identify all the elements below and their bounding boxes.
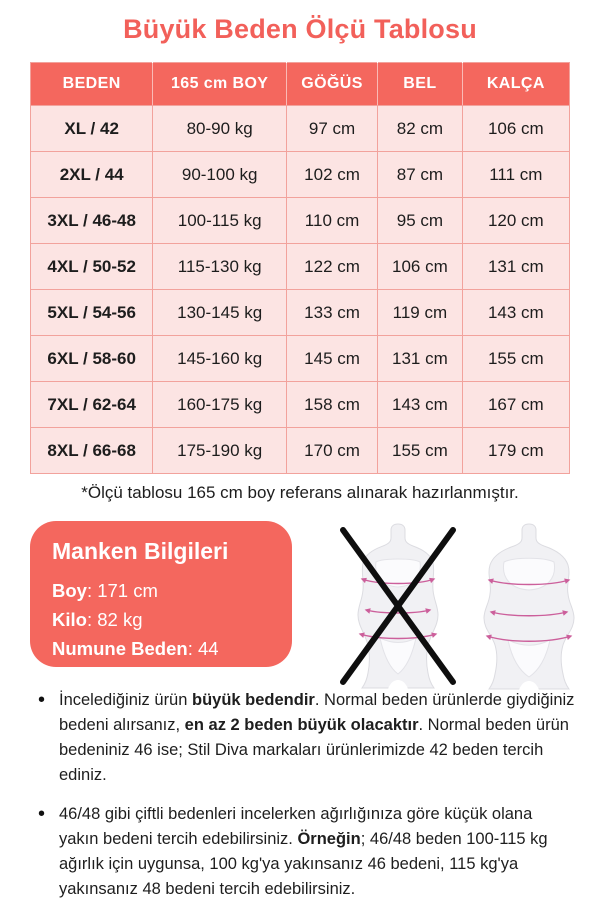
page-title: Büyük Beden Ölçü Tablosu xyxy=(123,14,477,44)
size-label: 4XL / 50-52 xyxy=(31,244,153,290)
table-row xyxy=(31,244,570,290)
model-info-title: Manken Bilgileri xyxy=(52,538,229,564)
table-row xyxy=(31,106,570,152)
size-label: 3XL / 46-48 xyxy=(31,198,153,244)
model-height: Boy: 171 cm xyxy=(52,580,158,601)
column-header-boy: 165 cm BOY xyxy=(153,63,287,106)
waist-value: 87 cm xyxy=(378,152,463,198)
note-item-double-size-advice: • 46/48 gibi çiftli bedenleri incelerken ağırlığınıza göre küçük olana yakın bedeni tercih edebilirsiniz. Örneğin; 46/48 beden 100-115 kg ağırlık için uygunsa, 100 kg'ya yakınsanız 46 bedeni, 115 kg'ya yakınsanız 48 bedeni tercih edebilirsiniz. xyxy=(32,802,575,900)
table-row xyxy=(31,382,570,428)
waist-value: 143 cm xyxy=(378,382,463,428)
hip-value: 167 cm xyxy=(462,382,569,428)
table-row xyxy=(31,152,570,198)
note-item-size-advice: • İncelediğiniz ürün büyük bedendir. Normal beden ürünlerde giydiğiniz bedeni alırsanız, en az 2 beden büyük olacaktır. Normal beden ürün bedeniniz 46 ise; Stil Diva markaları ürünlerimizde 42 beden tercih ediniz. xyxy=(32,688,575,788)
hip-value: 120 cm xyxy=(462,198,569,244)
column-header-gogus: GÖĞÜS xyxy=(287,63,378,106)
hip-value: 106 cm xyxy=(462,106,569,152)
waist-value: 106 cm xyxy=(378,244,463,290)
waist-value: 131 cm xyxy=(378,336,463,382)
weight-value: 90-100 kg xyxy=(153,152,287,198)
table-row xyxy=(31,336,570,382)
weight-value: 80-90 kg xyxy=(153,106,287,152)
normal-body-crossed-out-icon xyxy=(338,522,458,690)
size-label: 6XL / 58-60 xyxy=(31,336,153,382)
size-label: XL / 42 xyxy=(31,106,153,152)
waist-value: 155 cm xyxy=(378,428,463,474)
table-row xyxy=(31,290,570,336)
column-header-beden: BEDEN xyxy=(31,63,153,106)
model-sample-size: Numune Beden: 44 xyxy=(52,638,219,659)
bust-value: 97 cm xyxy=(287,106,378,152)
size-label: 2XL / 44 xyxy=(31,152,153,198)
waist-value: 95 cm xyxy=(378,198,463,244)
model-info-card xyxy=(30,521,292,667)
body-figures xyxy=(332,522,600,692)
weight-value: 100-115 kg xyxy=(153,198,287,244)
size-label: 7XL / 62-64 xyxy=(31,382,153,428)
column-header-kalca: KALÇA xyxy=(462,63,569,106)
hip-value: 155 cm xyxy=(462,336,569,382)
size-table xyxy=(30,62,570,474)
table-footnote: *Ölçü tablosu 165 cm boy referans alınarak hazırlanmıştır. xyxy=(81,483,519,502)
bust-value: 102 cm xyxy=(287,152,378,198)
weight-value: 175-190 kg xyxy=(153,428,287,474)
bust-value: 110 cm xyxy=(287,198,378,244)
size-table-header-row xyxy=(31,63,570,106)
bust-value: 170 cm xyxy=(287,428,378,474)
waist-value: 119 cm xyxy=(378,290,463,336)
size-label: 5XL / 54-56 xyxy=(31,290,153,336)
table-row xyxy=(31,428,570,474)
size-label: 8XL / 66-68 xyxy=(31,428,153,474)
weight-value: 160-175 kg xyxy=(153,382,287,428)
hip-value: 131 cm xyxy=(462,244,569,290)
bust-value: 158 cm xyxy=(287,382,378,428)
plus-size-body-measurements-icon xyxy=(464,522,594,690)
hip-value: 179 cm xyxy=(462,428,569,474)
hip-value: 143 cm xyxy=(462,290,569,336)
bust-value: 133 cm xyxy=(287,290,378,336)
sizing-notes xyxy=(32,688,575,900)
column-header-bel: BEL xyxy=(378,63,463,106)
bust-value: 122 cm xyxy=(287,244,378,290)
cross-out-x-icon xyxy=(338,522,458,690)
weight-value: 130-145 kg xyxy=(153,290,287,336)
waist-value: 82 cm xyxy=(378,106,463,152)
hip-value: 111 cm xyxy=(462,152,569,198)
weight-value: 115-130 kg xyxy=(153,244,287,290)
bust-value: 145 cm xyxy=(287,336,378,382)
weight-value: 145-160 kg xyxy=(153,336,287,382)
model-weight: Kilo: 82 kg xyxy=(52,609,143,630)
table-row xyxy=(31,198,570,244)
